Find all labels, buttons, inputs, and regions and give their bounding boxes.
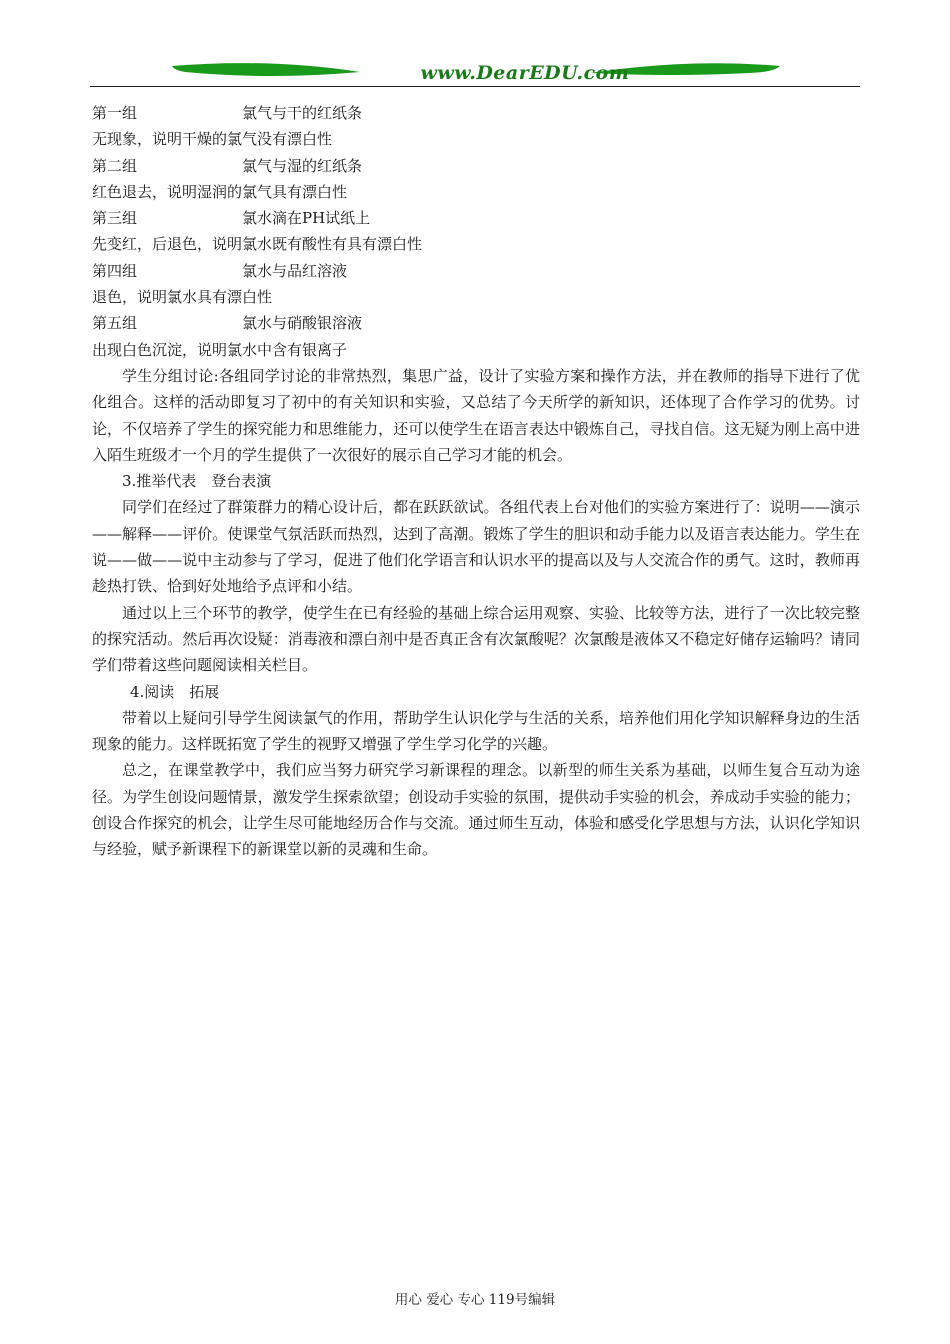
page-footer: 用心 爱心 专心 119号编辑 <box>394 1292 556 1308</box>
group-result: 红色退去，说明湿润的氯气具有漂白性 <box>92 182 348 201</box>
group-row <box>92 205 860 231</box>
group-result: 退色，说明氯水具有漂白性 <box>92 288 273 307</box>
page-header <box>90 60 860 90</box>
group-experiment: 氯气与湿的红纸条 <box>242 156 363 175</box>
group-result: 先变红，后退色，说明氯水既有酸性有具有漂白性 <box>92 235 423 254</box>
group-result: 出现白色沉淀，说明氯水中含有银离子 <box>92 340 348 359</box>
section-heading: 3.推举代表 登台表演 <box>122 472 272 491</box>
section-heading: 4.阅读 拓展 <box>130 682 220 701</box>
group-row <box>92 100 860 126</box>
paragraph-presentation <box>92 494 860 599</box>
group-label: 第三组 <box>92 209 138 228</box>
header-divider <box>90 86 860 87</box>
paragraph-text: 通过以上三个环节的教学，使学生在已有经验的基础上综合运用观察、实验、比较等方法，进行了一次比较完整的探究活动。然后再次设疑：消毒液和漂白剂中是否真正含有次氯酸呢？次氯酸是液体又不稳定好储存运输吗？请同学们带着这些问题阅读相关栏目。 <box>92 603 860 675</box>
paragraph-reading <box>92 705 860 758</box>
group-label: 第五组 <box>92 314 138 333</box>
group-label: 第一组 <box>92 104 138 122</box>
document-body <box>92 100 860 863</box>
group-experiment: 氯水滴在PH试纸上 <box>242 209 371 228</box>
group-experiment: 氯气与干的红纸条 <box>242 104 363 122</box>
paragraph-text: 总之，在课堂教学中，我们应当努力研究学习新课程的理念。以新型的师生关系为基础，以师生复合互动为途径。为学生创设问题情景，激发学生探索欲望；创设动手实验的氛围，提供动手实验的机会，养成动手实验的能力；创设合作探究的机会，让学生尽可能地经历合作与交流。通过师生互动，体验和感受化学思想与方法，认识化学知识与经验，赋予新课程下的新课堂以新的灵魂和生命。 <box>92 761 860 859</box>
paragraph-text: 带着以上疑问引导学生阅读氯气的作用，帮助学生认识化学与生活的关系，培养他们用化学知识解释身边的生活现象的能力。这样既拓宽了学生的视野又增强了学生学习化学的兴趣。 <box>92 708 860 754</box>
paragraph-discussion <box>92 363 860 468</box>
paragraph-summary-steps <box>92 600 860 679</box>
group-row <box>92 310 860 336</box>
group-row <box>92 153 860 179</box>
paragraph-text: 学生分组讨论:各组同学讨论的非常热烈，集思广益，设计了实验方案和操作方法，并在教师的指导下进行了优化组合。这样的活动即复习了初中的有关知识和实验，又总结了今天所学的新知识，还体现了合作学习的优势。讨论，不仅培养了学生的探究能力和思维能力，还可以使学生在语言表达中锻炼自己，寻找自信。这无疑为刚上高中进入陌生班级才一个月的学生提供了一次很好的展示自己学习才能的机会。 <box>92 366 860 464</box>
paragraph-conclusion <box>92 757 860 862</box>
paragraph-text: 同学们在经过了群策群力的精心设计后，都在跃跃欲试。各组代表上台对他们的实验方案进行了：说明——演示——解释——评价。使课堂气氛活跃而热烈，达到了高潮。锻炼了学生的胆识和动手能力以及语言表达能力。学生在说——做——说中主动参与了学习，促进了他们化学语言和认识水平的提高以及与人交流合作的勇气。这时，教师再趁热打铁、恰到好处地给予点评和小结。 <box>92 498 860 596</box>
group-result: 无现象，说明干燥的氯气没有漂白性 <box>92 130 333 149</box>
group-row <box>92 258 860 284</box>
group-label: 第四组 <box>92 261 138 280</box>
group-label: 第二组 <box>92 156 138 175</box>
group-experiment: 氯水与硝酸银溶液 <box>242 314 363 333</box>
site-logo-text: www.DearEDU.com <box>420 62 630 84</box>
group-experiment: 氯水与品红溶液 <box>242 261 348 280</box>
